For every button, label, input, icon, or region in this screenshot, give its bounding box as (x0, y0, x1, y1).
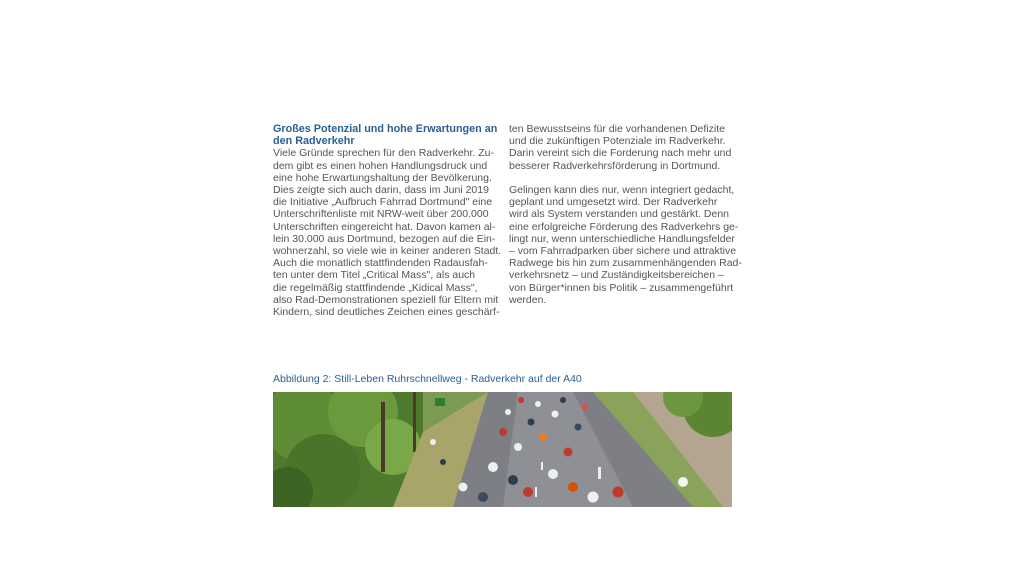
right-text-column (509, 123, 742, 306)
text-line: geplant und umgesetzt wird. Der Radverkehr (509, 196, 718, 209)
heading-line: Großes Potenzial und hohe Erwartungen an (273, 123, 498, 135)
text-line: lingt nur, wenn unterschiedliche Handlungsfelder (509, 232, 735, 245)
text-line: eine erfolgreiche Förderung des Radverkehrs ge- (509, 220, 739, 233)
text-line: Radwege bis hin zum zusammenhängenden Rad- (509, 257, 742, 270)
heading-line: den Radverkehr (273, 135, 355, 148)
text-line: ten Bewusstseins für die vorhandenen Defizite (509, 123, 725, 135)
left-text-column (273, 123, 502, 319)
text-line: und die zukünftigen Potenziale im Radverkehr. (509, 135, 726, 148)
section-heading (273, 123, 497, 147)
text-line: dem gibt es einen hohen Handlungsdruck und (273, 159, 488, 172)
text-line: Gelingen kann dies nur, wenn integriert gedacht, (509, 184, 735, 196)
right-paragraph-2 (509, 184, 742, 306)
text-line: eine hohe Erwartungshaltung der Bevölkerung. (273, 171, 492, 184)
text-line: werden. (509, 293, 547, 306)
text-line: wohnerzahl, so viele wie in keiner anderen Stadt. (273, 245, 502, 258)
text-line: Unterschriften eingereicht hat. Davon kamen al- (273, 220, 496, 233)
paragraph-spacer (509, 172, 733, 184)
cyclists-photo (273, 392, 732, 507)
text-line: die Initiative „Aufbruch Fahrrad Dortmund" eine (273, 196, 493, 209)
text-line: Viele Gründe sprechen für den Radverkehr. Zu- (273, 147, 495, 160)
photo-illustration (273, 392, 732, 507)
left-body-paragraph (273, 147, 502, 319)
figure-caption: Abbildung 2: Still-Leben Ruhrschnellweg - Radverkehr auf der A40 (273, 373, 582, 385)
text-line: lein 30.000 aus Dortmund, bezogen auf die Ein- (273, 232, 496, 245)
text-line: von Bürger*innen bis Politik – zusammengeführt (509, 281, 734, 294)
text-line: wird als System verstanden und gestärkt. Denn (509, 208, 730, 221)
text-line: – vom Fahrradparken über sichere und attraktive (509, 245, 737, 258)
text-line: ten unter dem Titel „Critical Mass", als auch (273, 269, 476, 282)
text-line: verkehrsnetz – und Zuständigkeitsbereichen – (509, 269, 724, 282)
right-paragraph-1 (509, 123, 733, 172)
text-line: Darin vereint sich die Forderung nach mehr und (509, 147, 732, 160)
text-line: Kindern, sind deutliches Zeichen eines geschärf- (273, 306, 500, 319)
text-line: also Rad-Demonstrationen speziell für Eltern mit (273, 293, 499, 306)
text-line: die regelmäßig stattfindende „Kidical Mass", (273, 281, 478, 294)
text-line: besserer Radverkehrsförderung in Dortmund. (509, 159, 721, 172)
text-line: Auch die monatlich stattfindenden Radausfah- (273, 257, 488, 270)
text-line: Unterschriftenliste mit NRW-weit über 200.000 (273, 208, 489, 221)
text-line: Dies zeigte sich auch darin, dass im Juni 2019 (273, 184, 489, 197)
